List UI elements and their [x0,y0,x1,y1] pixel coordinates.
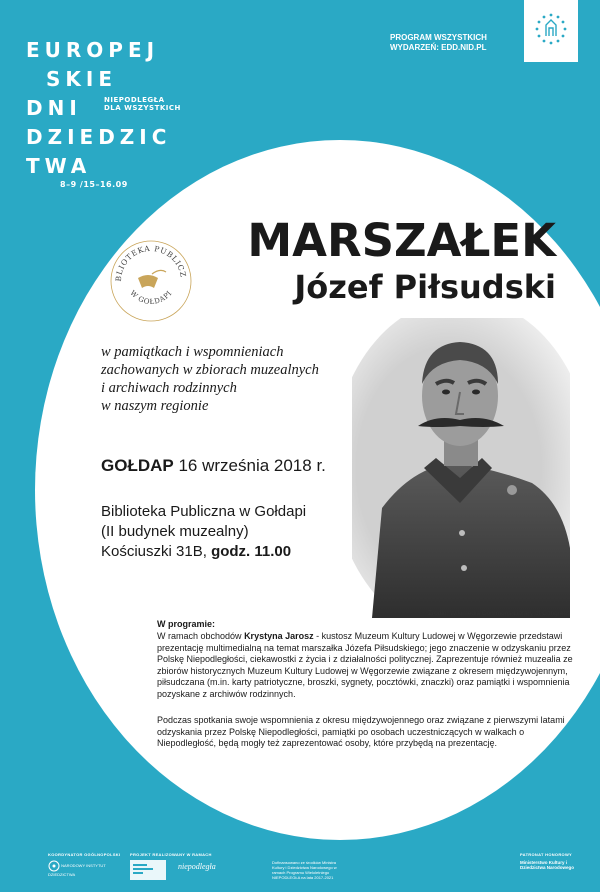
patron-label: PATRONAT HONOROWY [520,852,572,857]
funding-text: Dofinansowano ze środków Ministra Kultury i Dziedzictwa Narodowego w ramach Programu Wieloletniego NIEPODLEGŁA na lata 2017-2021 [272,860,337,880]
program-link-label: WYDARZEŃ: [390,43,439,52]
program-text: - kustosz Muzeum Kultury Ludowej w Węgorzewie przedstawi prezentację multimedialną na temat marszałka Józefa Piłsudskiego; jego znaczenie w odzyskaniu przez Polskę Niepodległości, ciekawostki z życia i z działalności politycznej. Zaprezentuje również muzealia ze zbiorów historycznych Muzeum Kultury Ludowej w Węgorzewie związane z okresem międzywojennym, piłsudczana (m.in. karty patriotyczne, broszki, sygnety, pocztówki, znaczki) oraz pamiątki i wspomnienia pozyskane z archiwów rodzinnych. [157,631,573,699]
ministry-logo: Ministerstwo Kultury i Dziedzictwa Narodowego [520,860,575,870]
library-seal-icon [108,238,194,324]
svg-text:W GOŁDAPI [128,289,173,306]
festival-title-row: EUROPEJ [26,38,160,62]
program-text: W ramach obchodów [157,631,242,641]
subtitle-line: w pamiątkach i wspomnieniach [101,344,284,360]
photo-credit: Źródło: Wikimedia Commons/Library of Congress [428,610,570,617]
subtitle-line: w naszym regionie [101,398,209,414]
festival-title-row: SKIE [46,67,118,91]
festival-subtitle [104,96,181,112]
coordinator-logo [48,860,118,882]
program-link-line: PROGRAM WSZYSTKICH [390,33,487,42]
project-label: PROJEKT REALIZOWANY W RAMACH [130,852,212,857]
subtitle-line: i archiwach rodzinnych [101,380,237,396]
speaker-name: Krystyna Jarosz [244,631,314,641]
program-heading: W programie: [157,619,216,629]
festival-subtitle-line: DLA WSZYSTKICH [104,104,181,112]
subtitle-line: zachowanych w zbiorach muzealnych [101,362,319,378]
library-logo-bottom-text: W GOŁDAPI [128,289,174,307]
festival-title-row: TWA [26,154,92,178]
program-link[interactable] [390,33,487,53]
event-time: godz. 11.00 [211,543,292,560]
coordinator-label: KOORDYNATOR OGÓLNOPOLSKI [48,852,121,857]
main-title-name: Józef Piłsudski [294,268,556,306]
venue-name: Biblioteka Publiczna w Gołdapi [101,503,307,520]
edd-logo-icon [130,860,166,880]
event-venue [101,502,306,562]
program-link-url[interactable]: EDD.NID.PL [441,43,487,52]
festival-subtitle-line: NIEPODLEGŁA [104,96,165,104]
portrait-photo [352,318,570,618]
european-heritage-days-logo [524,0,578,62]
library-logo-top-text: BLIOTEKA PUBLICZ [113,243,188,282]
edd-logo [130,860,170,882]
event-subtitle [101,343,319,415]
festival-title-row: DNI [26,96,82,120]
nid-logo-icon [48,860,60,872]
event-city: GOŁDAP [101,456,174,475]
program-paragraph-2: Podczas spotkania swoje wspomnienia z okresu międzywojennego oraz związane z pierwszymi latami odzyskania przez Polskę Niepodległości, pamiątki po osobach uczestniczących w walkach o Niepodległość, będą mogły też zaprezentować osoby, które przybędą na prezentację. [157,715,565,748]
event-date [101,456,326,476]
event-date-text: 16 września 2018 r. [178,456,326,475]
niepodlegla-logo: niepodległa [178,862,216,871]
venue-address: Kościuszki 31B, [101,543,207,560]
coordinator-name: NARODOWY INSTYTUT DZIEDZICTWA [48,863,106,877]
festival-title-row: DZIEDZIC [26,125,172,149]
program-paragraph-1 [157,631,577,700]
portrait-image [352,318,570,618]
main-title: MARSZAŁEK [247,214,556,267]
festival-dates: 8–9 /15–16.09 [60,180,128,189]
library-logo [108,238,194,324]
venue-building: (II budynek muzealny) [101,523,249,540]
eu-stars-icon [524,0,578,62]
